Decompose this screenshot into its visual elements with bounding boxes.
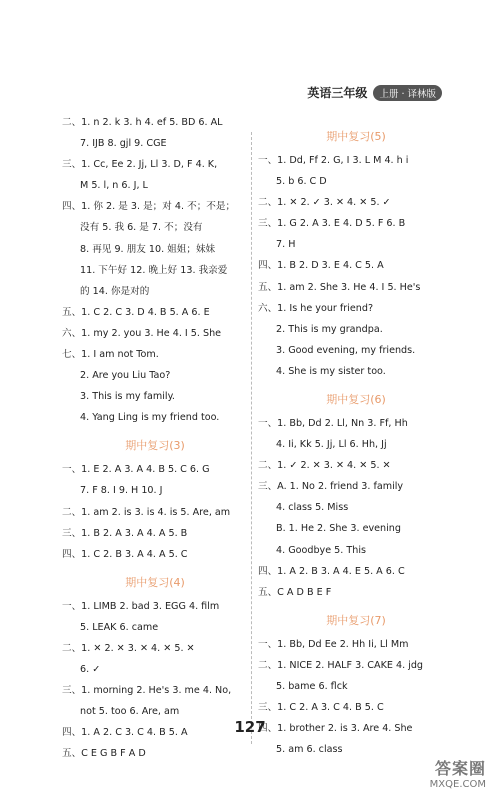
answer-line: not 5. too 6. Are, am [80,706,180,718]
answer-line: B. 1. He 2. She 3. evening [276,523,401,535]
answer-line: 5. am 6. class [276,744,343,756]
answer-line: 三、1. morning 2. He's 3. me 4. No, [62,685,232,697]
answer-line: 三、1. C 2. A 3. C 4. B 5. C [258,701,384,713]
answer-line: 4. Yang Ling is my friend too. [80,412,220,424]
answer-line: 一、1. Bb, Dd 2. Ll, Nn 3. Ff, Hh [258,417,408,429]
answer-line: 四、1. A 2. C 3. C 4. B 5. A [62,727,188,739]
answer-line: 5. bame 6. flck [276,680,348,692]
answer-line: 四、1. 你 2. 是 3. 是；对 4. 不；不是； [62,201,236,213]
answer-line: 三、1. Cc, Ee 2. Jj, Ll 3. D, F 4. K, [62,159,218,171]
watermark-logo: 答案圈 [434,759,486,778]
answer-line: 二、1. NICE 2. HALF 3. CAKE 4. jdg [258,659,424,671]
answer-line: 五、1. C 2. C 3. D 4. B 5. A 6. E [62,306,210,318]
answer-line: 二、1. n 2. k 3. h 4. ef 5. BD 6. AL [62,117,223,128]
page-number: 127 [234,718,266,736]
answer-line: 二、1. ✕ 2. ✓ 3. ✕ 4. ✕ 5. ✓ [258,197,391,209]
answer-line: 一、1. LIMB 2. bad 3. EGG 4. film [62,600,220,612]
answer-line: 四、1. C 2. B 3. A 4. A 5. C [62,548,188,560]
answer-line: 8. 再见 9. 朋友 10. 姐姐；妹妹 [80,243,216,255]
section-heading: 期中复习(7) [326,613,386,627]
answer-line: 五、1. am 2. She 3. He 4. I 5. He's [258,281,421,293]
section-heading: 期中复习(3) [125,439,185,453]
answer-line: 三、1. B 2. A 3. A 4. A 5. B [62,527,188,539]
answer-line: 2. Are you Liu Tao? [80,370,171,382]
edition-badge: 上册 · 译林版 [373,85,442,101]
answer-line: 四、1. B 2. D 3. E 4. C 5. A [258,260,384,272]
answer-line: 4. Goodbye 5. This [276,544,366,556]
answer-line: 一、1. Dd, Ff 2. G, I 3. L M 4. h i [258,155,409,166]
section-heading: 期中复习(6) [326,392,386,406]
answer-line: 5. b 6. C D [276,176,327,188]
watermark-url: MXQE.COM [429,779,486,790]
watermark [430,756,486,790]
answer-line: 六、1. Is he your friend? [258,302,374,314]
answer-line: 3. This is my family. [80,391,175,403]
answer-line: 7. H [276,239,296,251]
answer-line: 5. LEAK 6. came [80,621,159,633]
answer-line: 二、1. ✓ 2. ✕ 3. ✕ 4. ✕ 5. ✕ [258,460,391,472]
answer-line: 五、C E G B F A D [62,748,146,760]
answer-line: 2. This is my grandpa. [276,323,383,335]
answer-line: 二、1. am 2. is 3. is 4. is 5. Are, am [62,506,231,518]
answer-line: 四、1. brother 2. is 3. Are 4. She [258,723,413,735]
answer-line: 4. class 5. Miss [276,502,349,514]
answer-line: 四、1. A 2. B 3. A 4. E 5. A 6. C [258,565,405,577]
answer-line: 五、C A D B E F [258,586,332,598]
answer-line: 11. 下午好 12. 晚上好 13. 我亲爱 [80,264,228,276]
book-title: 英语三年级 [307,86,368,100]
answer-line: 4. She is my sister too. [276,365,386,377]
left-column [62,116,248,768]
answer-line: 一、1. E 2. A 3. A 4. B 5. C 6. G [62,464,210,476]
right-column [258,116,454,764]
section-heading: 期中复习(5) [326,130,386,143]
answer-line: 一、1. Bb, Dd Ee 2. Hh Ii, Ll Mm [258,638,409,650]
answer-line: M 5. l, n 6. J, L [80,180,148,192]
answer-line: 6. ✓ [80,663,101,675]
answer-line: 的 14. 你是对的 [80,285,150,297]
answer-line: 三、A. 1. No 2. friend 3. family [258,481,404,493]
answer-line: 4. Ii, Kk 5. Jj, Ll 6. Hh, Jj [276,439,387,451]
answer-line: 三、1. G 2. A 3. E 4. D 5. F 6. B [258,218,406,230]
section-heading: 期中复习(4) [125,575,185,589]
answer-line: 3. Good evening, my friends. [276,344,416,356]
page-header [307,84,442,101]
answer-line: 没有 5. 我 6. 是 7. 不；没有 [80,222,203,234]
answer-line: 7. F 8. I 9. H 10. J [80,485,163,497]
answer-line: 二、1. ✕ 2. ✕ 3. ✕ 4. ✕ 5. ✕ [62,642,195,654]
column-divider [251,132,252,744]
answer-line: 7. IJB 8. gjl 9. CGE [80,138,167,150]
answer-line: 七、1. I am not Tom. [62,349,159,361]
answer-line: 六、1. my 2. you 3. He 4. I 5. She [62,327,222,339]
